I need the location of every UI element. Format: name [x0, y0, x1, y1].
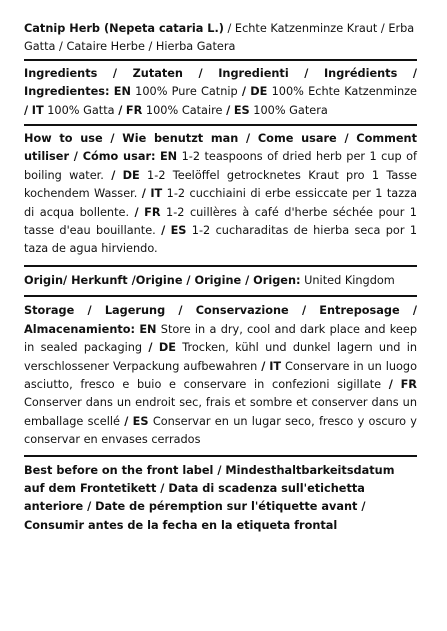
how-to-use-text-de: 1-2 Teelöffel getrocknetes Kraut pro 1 Tasse kochendem Wasser.: [24, 168, 417, 201]
ingredients-label: Ingredients / Zutaten / Ingredienti / Ingrédients / Ingredientes:: [24, 66, 417, 99]
product-label-document: [24, 20, 417, 535]
product-title-section: [24, 20, 417, 59]
how-to-use-code-de: DE: [122, 168, 140, 182]
ingredients-text-es: 100% Gatera: [249, 103, 328, 117]
storage-code-es: ES: [132, 414, 149, 428]
best-before-text: Best before on the front label / Mindesthaltbarkeitsdatum auf dem Frontetikett / Data di scadenza sull'etichetta anteriore / Date de péremption sur l'étiquette avant / Consumir antes de la fecha en la etiqueta frontal: [24, 463, 395, 532]
storage-text-fr: Conserver dans un endroit sec, frais et sombre et conserver dans un emballage scellé: [24, 396, 417, 428]
storage-code-fr: FR: [400, 377, 417, 391]
how-to-use-code-es: ES: [170, 224, 187, 238]
storage-text-en: Store in a dry, cool and dark place and keep in sealed packaging: [24, 322, 417, 355]
ingredients-code-en: EN: [113, 85, 131, 99]
origin-label: Origin/ Herkunft /Origine / Origine / Origen:: [24, 273, 301, 287]
best-before-section: [24, 457, 417, 536]
how-to-use-text-es: 1-2 cucharaditas de hierba seca por 1 taza de agua hirviendo.: [24, 224, 418, 256]
how-to-use-code-fr: FR: [144, 205, 161, 219]
ingredients-section: Ingredients / Zutaten / Ingredienti / Ingrédients / Ingredientes: EN 100% Pure Catnip / DE 100% Echte Katzenminze / IT 100% Gatta / FR 100% Cataire / ES 100% Gatera: [24, 66, 417, 117]
storage-text-es: Conservar en un lugar seco, fresco y oscuro y conservar en envases cerrados: [24, 414, 417, 447]
storage-section: Storage / Lagerung / Conservazione / Entreposage / Almacenamiento: EN Store in a dry, cool and dark place and keep in sealed packaging / DE Trocken, kühl und dunkel lagern und in verschlossener Verpackung aufbewahren / IT Conservare in un luogo asciutto, fresco e buio e conservare in confezioni sigillate / FR Conserver dans un endroit sec, frais et sombre et conserver dans un emballage scellé / ES Conservar en un lugar seco, fresco y oscuro y conservar en envases cerrados: [24, 304, 418, 447]
how-to-use-text-fr: 1-2 cuillères à café d'herbe séchée pour 1 tasse d'eau bouillante.: [24, 205, 417, 238]
how-to-use-label: How to use / Wie benutzt man / Come usare / Comment utiliser / Cómo usar:: [24, 132, 417, 164]
ingredients-code-it: IT: [31, 103, 44, 117]
how-to-use-code-en: EN: [159, 150, 178, 164]
ingredients-text-it: 100% Gatta: [43, 103, 115, 117]
storage-text-it: Conservare in un luogo asciutto, fresco e buio e conservare in confezioni sigillate: [24, 359, 417, 391]
ingredients-code-fr: FR: [125, 103, 143, 117]
ingredients-code-es: ES: [233, 103, 250, 117]
storage-code-de: DE: [158, 341, 176, 355]
storage-code-it: IT: [269, 359, 282, 373]
how-to-use-text-it: 1-2 cucchiaini di erbe essiccate per 1 tazza di acqua bollente.: [24, 187, 418, 219]
origin-section: [24, 267, 417, 295]
storage-code-en: EN: [139, 322, 157, 336]
storage-label: Storage / Lagerung / Conservazione / Entreposage / Almacenamiento:: [24, 304, 417, 336]
storage-text-de: Trocken, kühl und dunkel lagern und in verschlossener Verpackung aufbewahren: [24, 341, 418, 373]
ingredients-code-de: DE: [250, 85, 268, 99]
ingredients-text-en: 100% Pure Catnip: [130, 85, 238, 99]
product-name: Catnip Herb (Nepeta cataria L.): [24, 22, 224, 35]
product-name-translations: / Echte Katzenminze Kraut / Erba Gatta / Cataire Herbe / Hierba Gatera: [24, 22, 415, 54]
how-to-use-code-it: IT: [150, 187, 163, 201]
how-to-use-section: How to use / Wie benutzt man / Come usare / Comment utiliser / Cómo usar: EN 1-2 teaspoons of dried herb per 1 cup of boiling water. / DE 1-2 Teelöffel getrocknetes Kraut pro 1 Tasse kochendem Wasser. / IT 1-2 cucchiaini di erbe essiccate per 1 tazza di acqua bollente. / FR 1-2 cuillères à café d'herbe séchée pour 1 tasse d'eau bouillante. / ES 1-2 cucharaditas de hierba seca por 1 taza de agua hirviendo.: [24, 132, 418, 256]
origin-value: United Kingdom: [300, 273, 395, 287]
ingredients-text-de: 100% Echte Katzenminze: [267, 85, 417, 99]
how-to-use-text-en: 1-2 teaspoons of dried herb per 1 cup of boiling water.: [24, 150, 417, 182]
ingredients-text-fr: 100% Cataire: [142, 103, 223, 117]
